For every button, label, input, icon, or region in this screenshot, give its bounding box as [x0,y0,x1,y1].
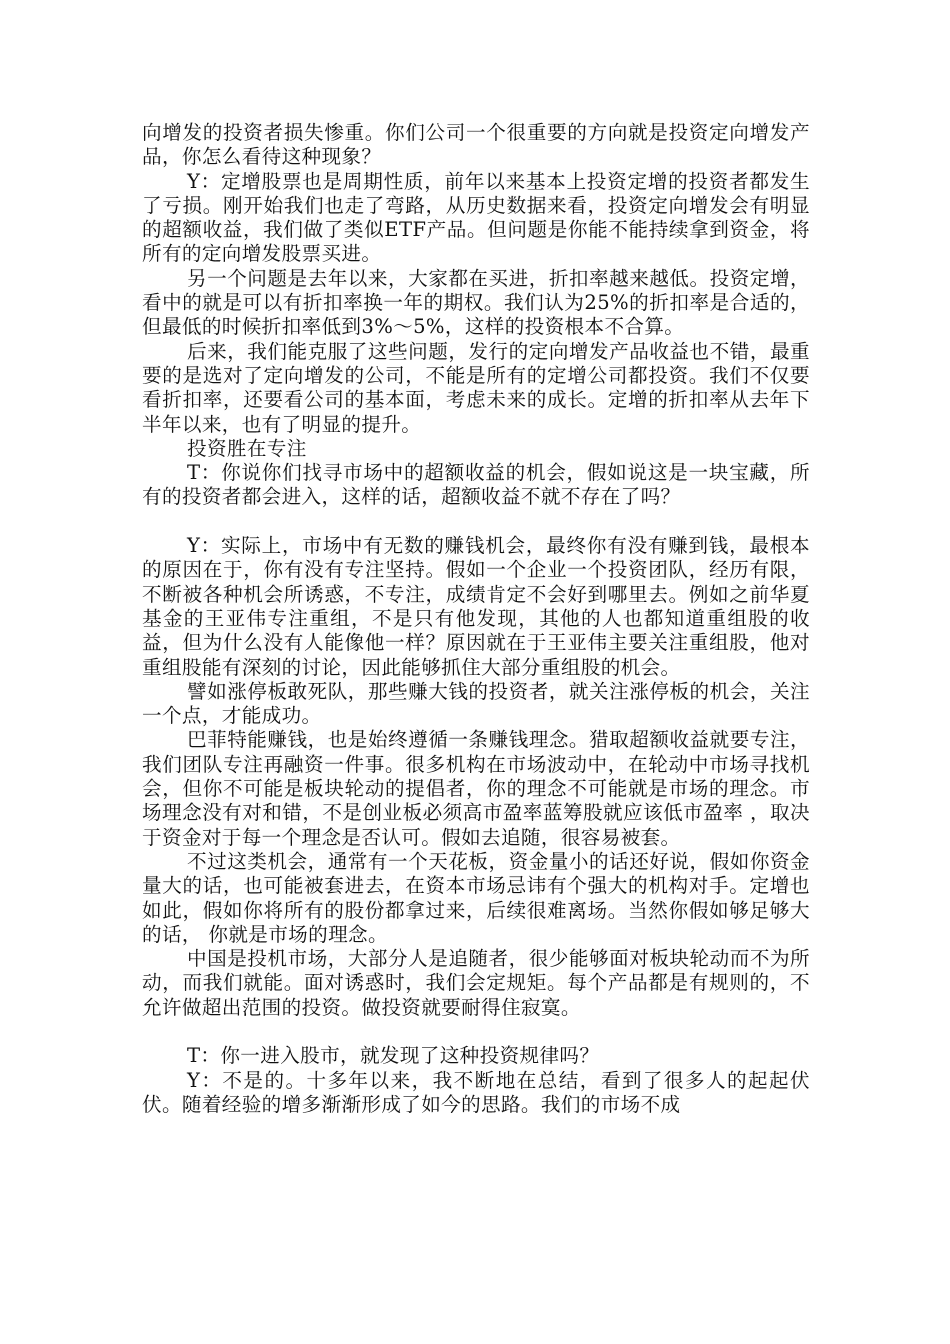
section-heading: 投资胜在专注 [187,436,307,460]
paragraph-answer-dingzeng: Y：定增股票也是周期性质，前年以来基本上投资定增的投资者都发生了亏损。刚开始我们也走了弯路，从历史数据来看，投资定向增发会有明显的超额收益，我们做了类似ETF产品。但问题是你能不能持续拿到资金，将所有的定向增发股票买进。 [142,169,810,266]
paragraph-answer-experience: Y：不是的。十多年以来，我不断地在总结，看到了很多人的起起伏伏。随着经验的增多渐渐形成了如今的思路。我们的市场不成 [142,1068,810,1116]
blank-line [142,1020,810,1044]
paragraph-china-market: 中国是投机市场，大部分人是追随者，很少能够面对板块轮动而不为所动，而我们就能。面对诱惑时，我们会定规矩。每个产品都是有规则的，不允许做超出范围的投资。做投资就要耐得住寂寞。 [142,947,810,1019]
paragraph-continuation: 向增发的投资者损失惨重。你们公司一个很重要的方向就是投资定向增发产品，你怎么看待这种现象？ [142,121,810,169]
paragraph-limit-up: 譬如涨停板敢死队，那些赚大钱的投资者，就关注涨停板的机会，关注一个点，才能成功。 [142,679,810,728]
blank-line [142,510,810,534]
document-body [142,121,810,1117]
paragraph-question-treasure: T：你说你们找寻市场中的超额收益的机会，假如说这是一块宝藏，所有的投资者都会进入，这样的话，超额收益不就不存在了吗？ [142,461,810,509]
paragraph-ceiling: 不过这类机会，通常有一个天花板，资金量小的话还好说，假如你资金量大的话，也可能被套进去，在资本市场忌讳有个强大的机构对手。定增也如此，假如你将所有的股份都拿过来，后续很难离场。当然你假如够足够大的话， 你就是市场的理念。 [142,849,810,946]
paragraph-buffett: 巴菲特能赚钱，也是始终遵循一条赚钱理念。猎取超额收益就要专注，我们团队专注再融资一件事。很多机构在市场波动中，在轮动中市场寻找机会，但你不可能是板块轮动的提倡者，你的理念不可能就是市场的理念。市场理念没有对和错，不是创业板必须高市盈率蓝筹股就应该低市盈率 ，取决于资金对于每一个理念是否认可。假如去追随，很容易被套。 [142,728,810,849]
paragraph-overcome-problems: 后来，我们能克服了这些问题，发行的定向增发产品收益也不错，最重要的是选对了定向增发的公司，不能是所有的定增公司都投资。我们不仅要看折扣率，还要看公司的基本面，考虑未来的成长。定增的折扣率从去年下半年以来，也有了明显的提升。 [142,339,810,436]
paragraph-question-rule: T：你一进入股市，就发现了这种投资规律吗？ [187,1044,600,1068]
paragraph-answer-focus: Y：实际上，市场中有无数的赚钱机会，最终你有没有赚到钱，最根本的原因在于，你有没有专注坚持。假如一个企业一个投资团队，经历有限，不断被各种机会所诱惑，不专注，成绩肯定不会好到哪里去。例如之前华夏基金的王亚伟专注重组，不是只有他发现，其他的人也都知道重组股的收益，但为什么没有人能像他一样？原因就在于王亚伟主要关注重组股，他对重组股能有深刻的讨论，因此能够抓住大部分重组股的机会。 [142,534,810,679]
paragraph-discount-rate: 另一个问题是去年以来，大家都在买进，折扣率越来越低。投资定增，看中的就是可以有折扣率换一年的期权。我们认为25%的折扣率是合适的，但最低的时候折扣率低到3%～5%，这样的投资根本不合算。 [142,266,810,339]
